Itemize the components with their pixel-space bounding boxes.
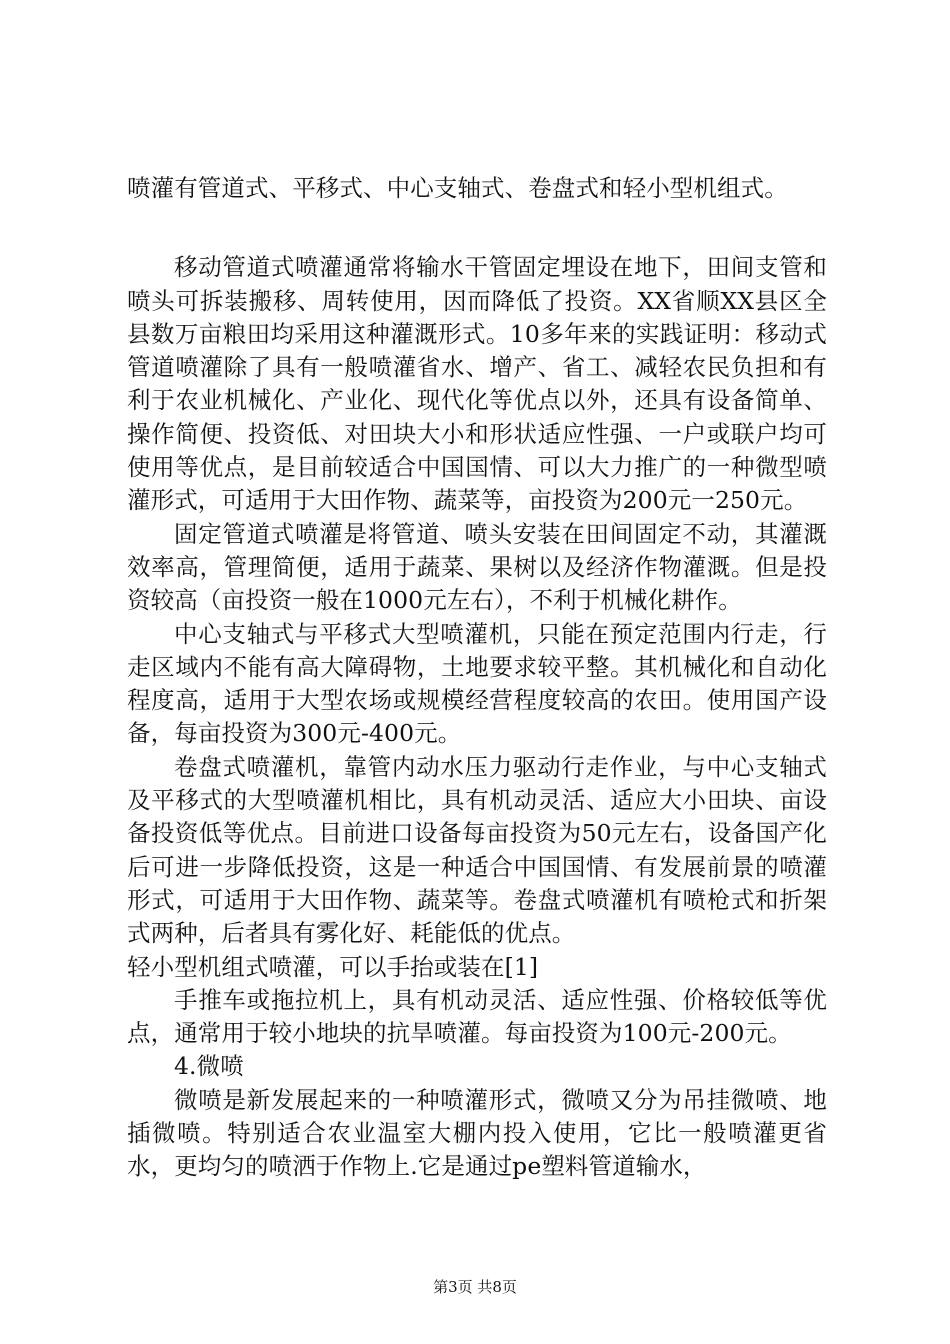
page-number-footer: 第3页 共8页 [433,1278,517,1296]
paragraph-fixed-pipe: 固定管道式喷灌是将管道、喷头安装在田间固定不动，其灌溉效率高，管理简便，适用于蔬菜、果树以及经济作物灌溉。但是投资较高（亩投资一般在1000元左右），不利于机械化耕作。 [127,519,827,615]
paragraph-handcart-tractor: 手推车或拖拉机上，具有机动灵活、适应性强、价格较低等优点，通常用于较小地块的抗旱喷灌。每亩投资为100元-200元。 [127,985,827,1048]
paragraph-micro-spray: 微喷是新发展起来的一种喷灌形式，微喷又分为吊挂微喷、地插微喷。特别适合农业温室大棚内投入使用，它比一般喷灌更省水，更均匀的喷洒于作物上.它是通过pe塑料管道输水， [127,1085,827,1181]
paragraph-gap [127,205,827,251]
paragraph-light-small-unit: 轻小型机组式喷灌，可以手抬或装在[1] [127,952,539,981]
paragraph-mobile-pipe: 移动管道式喷灌通常将输水干管固定埋设在地下，田间支管和喷头可拆装搬移、周转使用，因而降低了投资。XX省顺XX县区全县数万亩粮田均采用这种灌溉形式。10多年来的实践证明：移动式管道喷灌除了具有一般喷灌省水、增产、省工、减轻农民负担和有利于农业机械化、产业化、现代化等优点以外，还具有设备简单、操作简便、投资低、对田块大小和形状适应性强、一户或联户均可使用等优点，是目前较适合中国国情、可以大力推广的一种微型喷灌形式，可适用于大田作物、蔬菜等，亩投资为200元一250元。 [127,253,827,515]
document-body [127,172,827,1184]
paragraph-center-pivot: 中心支轴式与平移式大型喷灌机，只能在预定范围内行走，行走区域内不能有高大障碍物，土地要求较平整。其机械化和自动化程度高，适用于大型农场或规模经营程度较高的农田。使用国产设备，每亩投资为300元-400元。 [127,619,827,748]
paragraph-reel-type: 卷盘式喷灌机，靠管内动水压力驱动行走作业，与中心支轴式及平移式的大型喷灌机相比，具有机动灵活、适应大小田块、亩设备投资低等优点。目前进口设备每亩投资为50元左右，设备国产化后可进一步降低投资，这是一种适合中国国情、有发展前景的喷灌形式，可适用于大田作物、蔬菜等。卷盘式喷灌机有喷枪式和折架式两种，后者具有雾化好、耗能低的优点。 [127,752,827,948]
paragraph-sprinkler-types: 喷灌有管道式、平移式、中心支轴式、卷盘式和轻小型机组式。 [127,174,788,202]
section-heading-micro-spray: 4.微喷 [174,1052,244,1081]
